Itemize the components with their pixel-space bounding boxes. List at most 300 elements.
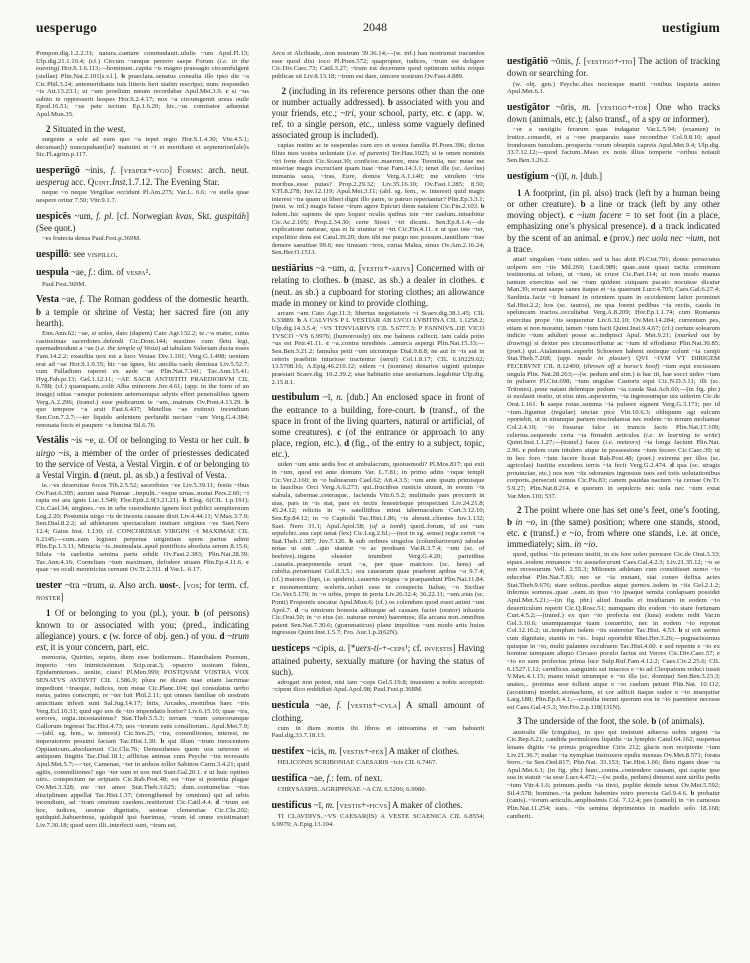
text-run: (app. w. ref. to a single person, etc., unless some vaguely defined associated group is included). (271, 107, 485, 141)
text-run: 6.7467. (415, 759, 437, 767)
text-run: ~icis, (304, 745, 329, 756)
text-run: [ (580, 56, 587, 66)
text-run: [dub.] (578, 170, 603, 181)
sense-paragraph (36, 608, 249, 653)
text-run: Vestālis (36, 435, 69, 447)
text-run: b (243, 435, 249, 446)
text-run: ~a ~um, (313, 262, 350, 273)
text-run: vestis (339, 800, 362, 810)
text-run: ~ōnis, (548, 56, 577, 66)
text-run: (w. obj. gen.) Psyche..dies noctesque mariti ~onibus inquieta animo Apul.Met.6.1. (507, 80, 720, 96)
text-run: ~trum est (36, 630, 249, 652)
citation-paragraph (272, 461, 485, 637)
text-run: : see (68, 248, 88, 259)
text-run: uesticula (271, 700, 310, 712)
text-run: uestīgātiō (507, 56, 549, 67)
entry-headline (507, 56, 720, 80)
text-run: ~ae, (58, 294, 80, 305)
text-run: 1.7.12. The Evening Star. (127, 177, 220, 188)
text-run: c (246, 558, 249, 566)
text-run: ut quo iste ~ter, expolitior dens est Catul.39.20; dum tibi me purgo nec possum..tantillum ~trae demere saeuitiae 99.6; nec timeam ~tros, curua Malea, sinus Ov.Am.2.16.24; Sen.Her.O.1513. (271, 226, 485, 257)
text-run: ~ōris, (549, 101, 583, 112)
text-run: in ~o (515, 516, 536, 527)
text-run: f. (576, 56, 581, 66)
citation-paragraph (36, 189, 249, 204)
text-run: . (595, 538, 598, 549)
text-run: uesperūgō (36, 164, 80, 176)
text-run: f. (336, 700, 342, 711)
text-run: b (160, 738, 165, 746)
sense-paragraph (507, 505, 720, 550)
text-run: ficvs (369, 800, 388, 810)
text-run: uestificus (271, 800, 312, 811)
text-run: , not a trace. (507, 232, 720, 254)
text-run: si ~us subito te oppresserit hospes Hor.S.2.4.17; nox ~a circumgemit ursus ouile Epod.16.51; ~us pete tectum Ep.1.6.20; hic..~us comisator aduentat Apul.Mun.35. (36, 88, 249, 119)
text-run: 3 (517, 716, 522, 727)
text-run: ; for term. cf. (199, 579, 249, 590)
text-run: e (603, 232, 608, 243)
text-run: tor (634, 101, 648, 112)
text-run: f. pl. (96, 210, 114, 221)
text-run: 6.5206; 6.9980. (382, 786, 427, 794)
citation-paragraph (36, 281, 249, 289)
text-run: a line or track (left by any other moving object). (507, 199, 720, 221)
text-run: [* (345, 643, 356, 654)
citation-paragraph (272, 725, 485, 740)
text-run: arivs (391, 262, 411, 273)
text-run: Paul.Fest.369M. (42, 280, 87, 288)
text-run: ~ium facere (577, 210, 622, 221)
text-run: ~is ~e, (68, 435, 99, 446)
text-run: c (435, 226, 439, 234)
text-run: [ (590, 101, 600, 112)
text-run: a temple or shrine of Vesta; her sacred fire (on any hearth). (36, 306, 249, 328)
text-run: , a member of the order of priestesses dedicated to the service of Vesta, a Vestal Virgin. (36, 447, 249, 469)
citation-paragraph (272, 679, 485, 694)
text-run: c (225, 88, 229, 96)
entry-headline (272, 700, 485, 724)
text-run: CHRYSASPIS..AGRIPPINAE ~A (277, 786, 373, 794)
citation-paragraph (36, 235, 249, 243)
text-run: ~(i)ī, (548, 170, 572, 181)
text-run: ². (145, 267, 151, 278)
text-run: (transf.) (526, 527, 563, 538)
citation-paragraph (36, 654, 249, 830)
text-run: thrown off a horse’s hoof (585, 362, 658, 370)
entry-headline (36, 267, 249, 279)
text-run: vestigo (599, 101, 627, 112)
citation-paragraph (507, 256, 720, 501)
text-run: ~tri (340, 107, 354, 118)
text-run: uestifica (271, 772, 308, 784)
text-run: ut huic optimo uiro.. conspectum ne eripiatis Cic.Rab.Post.48; est ~trae si potentia plagae Ov.Met.3.328; me ~ter amor Stat.Theb.3.625; dum..contumelias ~tras disciplinam appellat Tac.Hist.1.37; (strengthened by omnium) qui ad urbis incendium, ad ~tram omnium caedem..restiterunt Cic.Catil.4.4. (36, 768, 249, 807)
text-run: uesticeps (271, 643, 310, 655)
text-run: ~ae, (309, 700, 337, 711)
text-run: A footprint, (in pl. also) track (left by a human being or other creature). (507, 187, 720, 210)
header-left-headword: uesperugo (36, 20, 98, 35)
text-run: ] (60, 592, 64, 603)
entry-headline (36, 294, 249, 329)
text-run: , in (the same) position; where one stands, stood, etc. (507, 516, 720, 538)
text-run: b (297, 317, 301, 325)
text-run: ) ~ia longa faciunt Plin.Nat. 2.96. (507, 439, 720, 454)
text-run: +- (383, 262, 392, 273)
text-run: (including in its reference persons other than the one or number actually addressed). (271, 85, 485, 107)
text-run: [ (355, 262, 362, 273)
text-run: ~cipis, (309, 643, 339, 654)
text-run: Of or belonging to Vesta or her cult. (105, 435, 244, 446)
text-run: Forms (177, 164, 201, 175)
text-run: . [ (178, 579, 187, 590)
text-run: d (164, 566, 169, 574)
text-run: CIL (449, 813, 461, 821)
text-run: 2 (46, 123, 51, 134)
text-columns (0, 36, 750, 928)
text-run: a. (349, 262, 356, 273)
text-run: neque ~o neque Vergiliae occidunt Pl.Am.275; Var.L. 6.6; ~o stella quae uespere oritur 7.50; Vitr.9.1.7. (36, 189, 249, 205)
text-run: guspitáh (214, 210, 246, 221)
text-run: b (678, 627, 683, 635)
text-run: Of or belonging to you (pl.), your. (50, 608, 195, 619)
text-run: Quint. (87, 177, 113, 188)
text-run: (neut. as sb.) a cupboard for storing clothes; an allowance made in money or kind to provide clothing. (271, 286, 485, 308)
text-run: sub ordines singulos (columbariorum) tabulae notae ut sint ..quo utantur ~o ac prodeant Var.R.3.7.4; ~um (sc. of beehive)..ingens oleaster inumbret Verg.G.4.20; parietibus ..cauatis..praeponenda erunt ~a, per quae matrices (sc. hens) ad cubilia..perueniant Col.8.3.5.; ora cauearum quae praebent apibus ~a 9.7.4; (cf.) maiores (lupi, i.e. spiders)..cauernis exigua ~a praepandunt Plin.Nat.11.84. (271, 537, 485, 583)
text-run: qua (sc. stragis prouinciae, etc.) nos non ~iis odorantes ingressus tuos sed totis uolutationibus corporis..persecuti sumus Cic.Pis.83; canem pauidas nactum ~ia ceruae Ov.Tr. 5.9.27; Plin.Nat.8.214. (507, 462, 720, 493)
text-run: quae ~es oculi meretricius cernunt Ov.Tr.2.311. (36, 566, 165, 574)
citation-paragraph (507, 729, 720, 821)
text-run: i.e. meteors (605, 439, 639, 447)
text-run: praeclara..senatus consulta illo ipso die ~a Cic.Phil.3.24; antemeridianis tuis litteris heri statim rescripsi; nunc respondeo ~is Att.13.23.1; ut ~um proelium meum recordabar Apul.Met.3.9. (36, 72, 249, 96)
text-run: b (480, 203, 485, 211)
text-run: monumentum; sceleris..uoluit esse in conspectu Italiae, ~o Siciliae Cic.Ver.5.170; in ~o urbis, prope in porta Liv.26.32.4; 36.22.11; ~um..eius (sc. Ponti) Propontis uocatur Apul.Mun.6; (cf.) os colendum quod esset animi ~um Apol.7. (271, 583, 485, 614)
text-run: ] Concerned with or relating to clothes. (271, 262, 485, 286)
text-run: Elog. 6(CIL 1.p.191); Cic.Cael.34; uirgines..~es in urbe custodiunto ignem foci publici sempiternum Leg.2.20; Postumia uirgo ~is de incestu causam dixit Liv.4.44.11; V.Max.3.7.9; Sen.Dial.8.2.2; ad athletarum spectaculum inuitare uirgines ~es Suet.Nero 12.4; Gaius Inst. 1.130; cf. CONCORDIAE VIRGINI ~I MAXIMAE CIL 6.2145;—cum..eam legisset perpetua uirginitate spem partus adimi Plin.Ep.1.3.11; Minucia ~is..insimulata..apud pontifices absoluta serum 8.15.6; Siluia ~is caelestia semina partu edidit Ov.Fast.2.383; Plin.Nat.28.39; Tac.Ann.4.16; Corneliam ~ium maximam, defodere uiuam Plin.Ep.4.11.6. (36, 497, 249, 566)
text-run: +- (372, 700, 381, 711)
text-run: uestifex (271, 745, 305, 757)
text-run: uirgo ~is (36, 447, 70, 458)
text-run: Also arch. (116, 579, 160, 590)
citation-paragraph (272, 142, 485, 257)
text-run: c (522, 446, 526, 454)
citation-paragraph (36, 482, 249, 574)
text-run: ] A maker of clothes. (383, 745, 460, 756)
entry-headline (36, 435, 249, 481)
running-header (0, 0, 750, 36)
text-run: b (245, 398, 249, 406)
text-run: vespa (126, 267, 146, 278)
text-run: (transf., of the space in front of the living quarters, natural or artificial, of some creatures). (271, 404, 485, 437)
text-run: pedem cum intulero atque in possessione ~ium fecero Cic.Caec.39; ut in hoc foro ~ium facere liceat Rab.Post.48; (poet.) extrema per illos (sc. agricolas) Iustitia excedens terris ~ia fecit Verg.G.2.474. (507, 446, 720, 470)
text-run: 2 (281, 85, 286, 96)
sense-paragraph (507, 188, 720, 255)
text-run: ] One who tracks down (animals, etc.); (also transf., of a spy or informer). (507, 101, 720, 125)
text-run: ) QVI ~IVM VT DIRIGEM FECERVNT CIL 8.12400; ( (507, 355, 720, 370)
text-run: +- (147, 164, 156, 175)
column (36, 50, 249, 928)
text-run: quod, quibus ~iis primum institi, in eis fere soleo perorare Cic.de Orat.3.33; eques..eodem remanere ~io assuefecerunt Caes.Gal.4.2.3; Liv.21.35.12; ~o se non recessurum Vell. 2.55.3; Milonem athletam cum constitisset nemo ~io educebat Plin.Nat.7.83; nec se ~ia mutant, stat cuneo defixa acies Stat.Theb.9.676; stare solitus..perdius atque pernox..isdem in ~iis Gel.2.1.2; infernus somnus..quae ..eam..in ipso ~io ipsaque semita conlapsam possidet Apul.Met.5.21;—(in fig. phr.) aliud fraudis et insidiarum in eodem ~io deuerticulum reperit Cic.Q.Rosc.51; numquam diu eodem ~io stare fortunam Curt.4.5.2;—(transf.) ex quo ~io profecta est (luna) eodem redit Var.in Gel.3.10.6; unamquamque tuam conuertito, nec in eodem ~io reponat Col.12.16.2; ut..templum isdem ~iis sisteretur Tac.Hist. 4.53. (507, 551, 720, 635)
text-run: i.e. in learning to write (645, 431, 718, 439)
text-run: c (337, 426, 342, 437)
text-run: arcam ~am Cato Agr.11.3; libertus negotiatoris ~i Scaev.dig.38.1.45; CIL 6.33889. (271, 309, 485, 325)
text-run: 2 (517, 505, 522, 516)
text-run: ] A small amount of clothing. (271, 700, 485, 723)
text-run: ~or a uestigiis ferarum quas indagatur Var.L.5.94; (examen) in frutice..consedit, et a ~ore praeparato uase reconditur Col.9.8.10; apud frondosum tumulum..prospectu ~orum obseptis capreis Apul.Met.9.4; Ulp.dig. 33.7.12.12;—quod factum..Maso ex notis illius temperie ~oribus notauit Sen.Ben.3.26.2. (507, 126, 720, 164)
text-run: probatur (canis)..~iorum articulis..amplissimis Col. 7.12.4; pes (cameli) in ~io carnosus Plin.Nat.11.254; sues.. ~iis semina deprimentes in madido solo 18.168; cantherii.. (507, 789, 720, 820)
text-run: te..~es deseruisse focos Tib.2.5.52; sacerdotes ~es Liv.5.39.11; festis ~ibus Ov.Fast.6.395; aurum uasa Numae ..impulit..~esque urnas..mutat Pers.2.60; ~i rapta est ara ignis Luc.1.549; Flor.Epit.2.9(3.21.21). (36, 482, 249, 505)
text-run: [ (115, 164, 124, 175)
text-run: . (115, 248, 118, 259)
text-run: +- (626, 101, 635, 112)
citation-paragraph (507, 81, 720, 96)
text-run: n. (571, 170, 579, 181)
text-run: capias restim ac te suspendas cum ero et uostra familia Pl.Poen.396; dictus filius tuos uostra uoluntate ( (271, 142, 485, 157)
text-run: ] (See quot.) (36, 210, 249, 234)
text-run: si erit sermo cum dignitate, stantis in ~io.. loqui oportebit Rhet.Her.3.26;—pugnacissimus quisque in ~io, multi palantes occubuere Tac.Hist.4.60. (507, 627, 720, 650)
entry-headline (272, 392, 485, 460)
text-run: uester (36, 579, 63, 591)
text-run: ~a nimirum honesta aditusque ad causam faciet (orator) inlustris Cic.Orat.50; in ~o eius (sc. naturae rerum) haeremus; illa arcana non..omnibus patent Sen.Nat.7.30.6; (grammaticus) plane impolitus ~um modo artis huius ingressus Quint.Inst.1.5.7; Fro. Aur.1.p.2(62N). (271, 606, 485, 637)
entry-headline (272, 773, 485, 785)
text-run: vos (186, 579, 200, 590)
text-run: m. (328, 745, 338, 756)
entry-headline (272, 800, 485, 812)
text-run: adrogari non potest, nisi iam ~ceps Gel.5.19.8; inuestem a nobis accepisti: ~cipem ilico reddidisti Apul.Apol.98; Paul.Fest.p.368M. (271, 678, 485, 694)
text-run: marked out by drawing (507, 332, 720, 347)
text-run: uestiārius (271, 262, 314, 274)
citation-paragraph (272, 50, 485, 81)
text-run: c (204, 768, 208, 776)
entry-headline (272, 746, 485, 758)
citation-paragraph (36, 136, 249, 159)
citation-paragraph (507, 126, 720, 164)
text-run: uestibulum (271, 392, 320, 404)
text-run: a. (338, 643, 346, 654)
text-run: Vesta (36, 294, 59, 306)
text-run: [cf. Norwegian (113, 210, 176, 221)
text-run: (prov.) (607, 232, 637, 243)
text-run: cvla (380, 700, 398, 711)
text-run: uestīgātor (507, 101, 550, 113)
text-run: CIL (404, 759, 416, 767)
text-run: (w. force of obj. gen.) of you. (106, 630, 220, 641)
text-run: e (574, 485, 578, 493)
text-run: ) Quint.Inst.1.1.27;—(transf.) faces ( (507, 431, 720, 447)
text-run: +- (363, 745, 373, 756)
text-run: b (580, 199, 586, 210)
text-run: b (651, 716, 657, 727)
sense-paragraph (507, 716, 720, 727)
text-run: ) ad tabulam Valeriam ducta esses Fam.14.2.2; exaudita uox est a luco Vestae Div.1.101; Verg.G.1.498; uentum erat ad ~ae Hor.S.1.9.35; hic ~ae ignes, hic ancilia caelo demissa Liv.5.52.7; cum Palladium raperet ex aede ~ae Plin.Nat.7.141; Tac.Ann.15.41; Hyg.Fab.pr.13; Gel.1.12.11; ~AE SACR ANTISTITI PRAEDIORVM CIL 6.788; (cf.) quamquam..colit Alba minorem Juv.4.61; (app. in the form of an image) uittas ~amque potentem aeternumque adytis effert penetralibus ignem Verg.A.2.296; (transf.) esse pudicarum te ~am,..matrum Ov.Pont.4.13.29. (36, 345, 249, 406)
text-run: vestis (361, 262, 384, 273)
column (507, 50, 720, 928)
text-run: uiden ~um ante aedis hoc et ambulacrum, quoiusmodi? Pl.Mos.817; qui exit in ~um, quod est ante domum Var. L.7.81; in primo aditu ~oque templi Cic.Ver.2.160; in ~o balnearum Cael.62; Att.4.3.5; ~um ante ipsum primisque in faucibus Orci Verg.A.6.273; qui..fructibus rusticis uiuunt, in eorum ~is stabula, tabernae..ceteraque.. facienda Vitr.6.5.2; multitudo pars procurrit in uias, pars in ~is stat, pars ex tectis fenestrisque prospectant Liv.24.21.8; 45.24.12; relictis in ~o satellitibus intrat tabernaculum Curt.3.12.10; Sen.Ep.84.12; in ~o Capitolii Tac.Hist.1.86; ~is abeunt..clientes Juv.1.132; Suet. Nero 31.1; Apul.Apol.58; ( (271, 461, 485, 530)
sense-paragraph (272, 86, 485, 142)
text-run: (of the entrance or approach to any place, region, etc.). (271, 426, 485, 449)
text-run: vispillo (87, 248, 116, 259)
text-run: ceps (389, 643, 406, 654)
text-run: uespicēs (36, 210, 71, 222)
text-run: vgo (155, 164, 170, 175)
text-run: vestis (350, 700, 373, 711)
text-run: ~trum est hoc, iudices, uestrae dignitatis, uestrae clementiae Cic.Clu.202; quidquid..habuerimus, quidquid ipsi fuerimus, ~trum id omne existimaturi Liv.7.30.18; quod uero illi..interfecti sunt, ~trum est, (36, 799, 249, 830)
entry-headline (36, 249, 249, 261)
text-run: [dub.] An enclosed space in front of the entrance to a building, fore-court. (271, 392, 485, 415)
text-run: vestis (342, 745, 364, 756)
text-run: tio (621, 56, 633, 66)
text-run: ) si dexter pes circumscribatur ac ~ium id effodiatur Plin.Nat.30.85; (poet.) qui..Atalanteam..superbi Schoenen habent notisque colunt ~ia campi Stat.Theb.7.268; ( (507, 339, 720, 363)
text-run: Situated in the west. (50, 123, 126, 134)
text-run: d (344, 438, 350, 449)
text-run: vesper (123, 164, 148, 175)
text-run: i.e. of parents (349, 149, 387, 157)
text-run: A CALVIVS P L VESTIAR AB LVCO LVBITINA CIL 1.1258.2; Ulp.dig.14.3.5.4; ~VS TENVIARIVS CIL 5.6777.3; P FANNIVS..DE VICO TVSCO ~VS 6.9976; (humorously) uix me balneus calfecit. tam calda potio ~us est Petr.41.11. (271, 317, 485, 348)
text-run: 1 (517, 187, 522, 198)
text-run: , from where one stands, i.e. at once, immediately; sim. (507, 527, 720, 549)
text-run: , it is your concern, part, etc. (46, 641, 149, 652)
text-run: c (271, 583, 275, 591)
text-run: +- (613, 56, 622, 66)
text-run: ) Ter.Hau.1025; si te omen nominis ~tri forte duxit Cic.Scaur.30; conficior..maerore, mea Terentia, nec meae me miseriae magis excruciant quam tuae ~trae Fam.14.3.1; tenet ille (sc. Aeolus) immania saxa, ~tras, Eure, domos Verg.A.1.140; me similem ~tris moribus..esse putas? Prop.2.29.32; Liv.35.16.10; Ov.Fast.1.285; 8.50; V.Fl.8.278; Juv.12.119; Apul.Met.3.11; (abl. sg. fem., w. interest) quid magis interest ~tra quam ut liberi digni illo patre, te patruo reperiantur? Plin.Ep.3.3.1; (neut. w. inf.) magis fuisse ~trum agere Epicuri diem natalem Cic.Fin.2.103. (271, 149, 485, 211)
text-run: +- (361, 800, 370, 810)
text-run: Inst. (112, 177, 128, 188)
text-run: nec uola nec ~ium (636, 232, 704, 243)
text-run: memoria, Quirites, repeto, diem esse hodiernum.. Hannibalem Poenum, imperio ~tro inimicissimum Scip.orat.3; opsecro uostram fidem, Epidamnienses.. uenite, ciues! Pl.Men.999; POSTQVAM VOSTRA VOX SENATVS AVDIVIT CIL 1.586.9; plura ne dicam tuae etiam lacrimae impediunt ~traeque, iudices, non meae Cic.Planc.104; qui consulatus uerbo meus, patres conscripti, re ~ter fuit Phil.2.11; qui omnes familiae ob uostram amicitiam infesti sunt Sal.Jug.14.17; bitis, Arcades,..montibus haec ~tris Verg.Ecl.10.31; quid ego uos de ~tro impendatis hortor? Liv.6.15.10; quae ~tra, sorores, orgia..incestauimus? Stat.Theb.5.5.3; terram ~tram ceterorumque Gallorum ingressi Tac.Hist.4.73; uos ~trorum estis consiliorum.. Apul.Met.7.9;—(abl. sg. fem., w. interest) Cic.Sen.25; ~tra, commilitones, interest, ne imperatorem pessimi faciant Tac.Hist.1.30. (36, 654, 249, 746)
text-run: surgente a sole ad eum quo ~a tepet regio Hor.S.1.4.30; Vitr.4.5.1; decuman⟨i⟩ nuncupabant⟨ur⟩ matutini et ~i et meridiani et septentrion⟨ale⟩s Sic.Fl.agrim.p.117. (36, 135, 249, 159)
text-run: c (480, 275, 485, 286)
text-run: e ~io (562, 527, 582, 538)
text-run: uespula (36, 267, 69, 279)
text-run: of or belonging to a Vestal Virgin. (36, 458, 249, 481)
text-run: d (650, 221, 656, 232)
text-run: c (522, 527, 527, 538)
text-run: a. (98, 435, 106, 446)
text-run: of a tomb (371, 522, 404, 530)
text-run: cum in diem mortis ibi libros et uitreamina et ~am habuerit Paul.dig.33.7.18.13. (271, 724, 485, 740)
text-run: c (447, 107, 452, 118)
text-run: a. (109, 579, 117, 590)
citation-paragraph (272, 310, 485, 386)
text-run: d (219, 630, 225, 641)
text-run: ~es frutecta densa Paul.Fest.p.369M. (42, 235, 141, 243)
text-run: ] Having attained puberty, sexually mature (or having the status of such). (271, 643, 485, 677)
text-run: b (182, 497, 187, 505)
text-run: attat! singulum ~ium uideo. sed is hac abiit Pl.Cist.701; donec persecutus uolpem ero ~iis Mil.269; Lucil.989; quae..sunt quasi tacita criminum testimonia..ut telum, ut ~ium, ut cruor Cic.Part.114; ut non modo manus tantum exercitus sed ne ~ium quidem cuiquam pacato nocuisse dicatur Man.39; errant saepe canes itaque et ~ia quaerunt Lucr.4.705; Caes.Gal.6.27.4; Sardinia..facie ~ii humani in orientem quam in occidentem latior prominet Sal.Hist.2.2; hos (sc. tauros), ne qua forent pedibus ~ia rectis, cauda in speluncam tractos..occultabat Verg.A.8.209; Hor.Ep.1.1.74; cum Romanus exercitus prope ~iis sequeretur Liv.6.32.10; Ov.Met.14.284; currentum pes, etiam si non moratur, tamen ~ium facit Quint.Inst.9.4.67; (cf.) certum solearum indicio ~ium adulteri posse sc..indipisci Apul. Met.9.21; ( (507, 255, 720, 340)
text-run: ] The action of tracking down or searching for. (507, 56, 720, 79)
text-run: f. (88, 267, 94, 278)
text-run: fex (372, 745, 384, 756)
citation-paragraph (507, 551, 720, 711)
text-run: uespillō (36, 248, 69, 260)
text-run: d (93, 470, 99, 481)
text-run: : dim. of (93, 267, 127, 278)
text-run: ] A maker of clothes. (387, 800, 463, 810)
text-run: f. (79, 294, 85, 305)
text-run: f. (326, 772, 332, 783)
text-run: m. (325, 800, 335, 810)
text-run: b (420, 404, 426, 415)
text-run: a track indicated by the scent of an animal. (507, 221, 720, 243)
text-run: ~um, (71, 210, 97, 221)
text-run: i.e. the temple of Vesta (97, 345, 158, 353)
text-run: saepe rotae..summa ~ia pulsere signent Verg.G.3.171; per id ~ium..figuntur (regulae) unctae pice Vitr.10.6.3; obliquum agi sulcum oportebit, ut in utramque partem rescindamus nec eodem ~io terram moliamur Col.2.4.10; ~io fissurae falce in truncis facto Plin.Nat.17.109; celerius..sequendo certa ~ia firmabit articulos ( (507, 401, 720, 439)
text-run: Arcu et Alcibiade,..non nostrum 39.36.14;—(w. inf.) hau nostrumst iracundos esse quod dixi ioco Pl.Poen.572; quapropter, iudices, ~trum est deligere Cic.Div.Caec.73; Catil.3.27; ~trum est decernere quod optimum uobis reique publicae sit Liv.8.13.18; ~trum est dare, uincere nostrum Ov.Fast.4.889. (271, 50, 485, 80)
text-run: uost- (159, 579, 179, 590)
entry-headline (272, 263, 485, 309)
header-right-headword: uestigium (661, 20, 720, 35)
citation-paragraph (272, 786, 485, 794)
text-run: TI CLAVDIVS..~VS CAESAR(IS) A VESTE SCAENICA (277, 813, 450, 821)
text-run: b (194, 608, 200, 619)
text-run: c (326, 340, 330, 348)
text-run: c (102, 630, 107, 641)
text-run: c (659, 642, 663, 650)
text-run: = to set foot (in a place, emphasizing one’s physical presence). (507, 210, 720, 232)
text-run: ) quod..forum, id est ~um sepulchri..usu capi uetat (lex) Cic.Leg.2.61;—(not in sg. sense) regia cernit ~a Stat.Theb.1.387; Juv.7.126. (271, 522, 485, 545)
text-run: The Roman goddess of the domestic hearth. (84, 294, 249, 305)
text-run: Pompon.dig.1.2.2.31; natura..cantum commodauit..ululis ~um Apul.Fl.13; Ulp.dig.21.1.10.4; (cf.) Circum ~umque pererro saepe Forum ( (36, 50, 249, 65)
text-run: (fig., of the entry to a subject, topic, etc.). (271, 438, 485, 460)
citation-paragraph (36, 50, 249, 119)
text-run: +- (381, 643, 390, 654)
entry-headline (36, 165, 249, 189)
text-run: b (349, 537, 353, 545)
entry-headline (36, 211, 249, 235)
text-run: : fem. of next. (331, 772, 383, 783)
text-run: c (569, 210, 574, 221)
text-run: kvas (175, 210, 192, 221)
text-run: (of persons) known to or associated with you; (pred., indicating allegiance) yours. (36, 608, 249, 641)
text-run: , Skt. (191, 210, 215, 221)
text-run: quo tempore ~a arsit Fast.6.437; Metellus ~ae extinxit incendium Sen.Con.7.2.7;—ter liquido ardentem perfundit nectare ~am Verg.G.4.384; renouata focis et paupere ~a lumina Sil.6.76. (36, 406, 249, 429)
text-run: The underside of the foot, the sole. (521, 716, 652, 727)
text-run: quorum in sepulcris nec uola nec ~ium extat Var.Men.110; 537. (507, 485, 720, 500)
entry-headline (507, 171, 720, 183)
citation-paragraph (272, 759, 485, 767)
text-run: [ (334, 800, 340, 810)
text-run: [ (341, 700, 351, 711)
text-run: in ~io (574, 538, 596, 549)
text-run: b (507, 516, 513, 527)
text-run: app. made in plaster (559, 355, 628, 363)
text-run: [ (337, 745, 343, 756)
text-run: uesperug (36, 177, 69, 188)
column (272, 50, 485, 928)
text-run: b (540, 401, 545, 409)
text-run: , your school, party, etc. (353, 107, 448, 118)
text-run: c (177, 458, 182, 469)
text-run: uers-ti- (355, 643, 382, 654)
text-run: ) Hor.S.1.6.113;—hominum..capita ~is magno praesagio circumfulgent (stellae) Plin.Nat.2.101[s.v.l.]. (36, 65, 249, 80)
text-run: isdem..hic sapiens de quo loquor oculis quibus iste ~ter caelum..intuebitur Cic.Ac.2.105; Prop.2.34.30; certe Stoici ~tri dicunt.. Sen.Ep.8.1.4;—de explicatione naturae, qua et hi utuntur et ~tri Cic.Fin.4.11. (271, 211, 485, 234)
text-run: (masc. as sb.) a dealer in clothes. (348, 275, 481, 286)
citation-paragraph (36, 330, 249, 429)
text-run: (neut. pl. as sb.) a festival of Vesta. (98, 470, 227, 481)
text-run: Var.L. 6.17. (168, 566, 202, 574)
text-run: n. (336, 392, 344, 403)
header-page-number: 2048 (363, 20, 387, 34)
entry-headline (272, 643, 485, 678)
text-run: b (121, 72, 126, 80)
text-run: The point where one has set one’s feet, one’s footing. (521, 505, 720, 516)
text-run: noster (36, 592, 61, 603)
text-run: b (690, 789, 695, 797)
text-run: HELICONIS SCRIBONIAE CAESARIS ~icis (277, 759, 405, 767)
text-run: acc. (69, 177, 88, 188)
text-run: Enn.Ann.62; ~ae, si uoles, dato (dapem) Cato Agr.132.2; te..~a mater, cuius castissimas sacerdotes..defendi Cic.Dom.144; maximo cum fletu legi, quemadmodum a ~ae ( (36, 329, 249, 353)
text-run: d (215, 799, 220, 807)
text-run: australis ille (cingulus), in quo qui insistunt aduersa uobis urgent ~ia Cic.Rep.6.21; candida permulcens liquidis ~ia lymphis Catul.64.162; suspensa leuans digitis ~ia primis progreditur Ciris 212; glacie non recipiente ~ium Liv.21.36.7; nudae ~ia nymphae instruxere epulis mensas Ov.Met.8.571; forata ferro..~ia Sen.Oed.817; Plin.Nat. 33.153; Tac.Hist.1.66; fletu rigans deae ~ia Apul.Met.6.1; (in fig. phr.) hunc..contra..contendere causam, qui capite ipse sua in statuit ~ia sese Lucr.4.472;—(w. pedis, pedum) dimensi sunt uirilis pedis ~ium Vitr.4.1.6; primum..pedis ~ia tinxi, poplite deinde tenus Ov.Met.5.592; Sil.4.578; homines..~ia pedum habentes retro porrecta Gel.9.4.6. (507, 728, 720, 797)
entry-headline (36, 580, 249, 604)
